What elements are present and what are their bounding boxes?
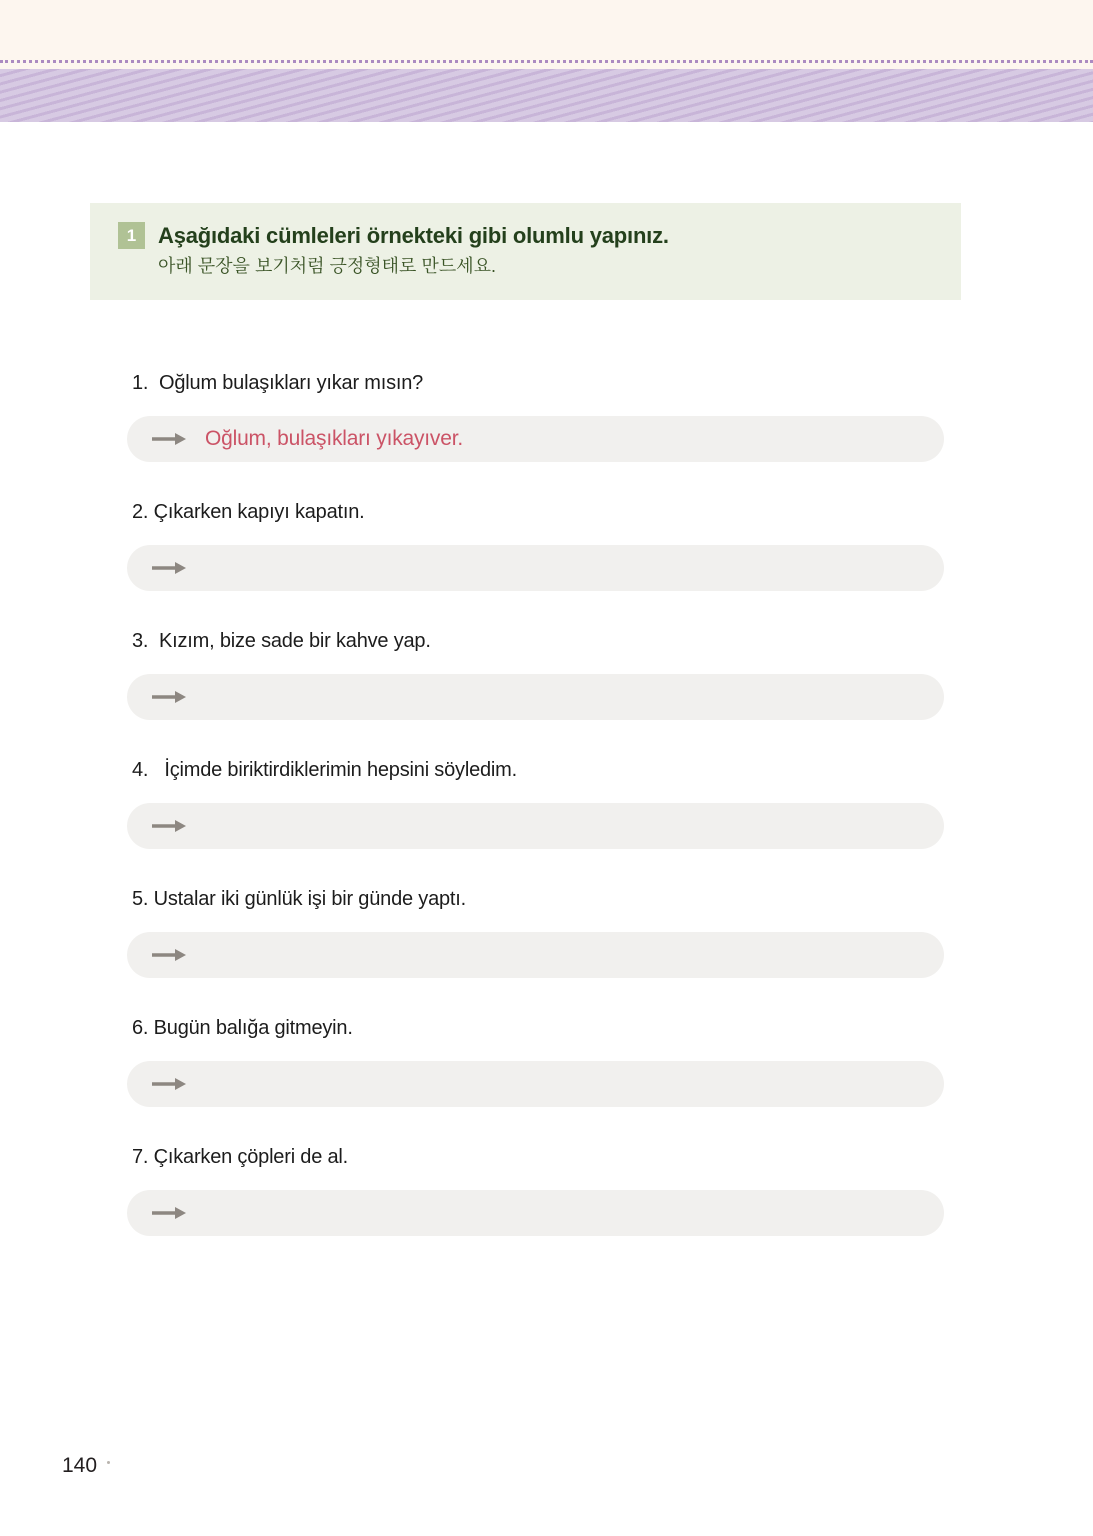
answer-box[interactable] (127, 416, 944, 462)
answer-box[interactable] (127, 674, 944, 720)
arrow-icon (151, 432, 187, 446)
exercise-question: 1. Oğlum bulaşıkları yıkar mısın? (132, 372, 424, 394)
answer-box[interactable] (127, 803, 944, 849)
exercise-question: 4. İçimde biriktirdiklerimin hepsini söyledim. (132, 759, 517, 781)
page-footer (62, 1454, 110, 1478)
exercise-item-4 (127, 758, 1093, 849)
instruction-text (158, 222, 669, 278)
answer-box[interactable] (127, 932, 944, 978)
answer-text: Oğlum, bulaşıkları yıkayıver. (205, 427, 463, 450)
arrow-icon (151, 1206, 187, 1220)
exercise-question: 6. Bugün balığa gitmeyin. (132, 1017, 353, 1039)
page-header (0, 0, 1093, 122)
exercise-question: 2. Çıkarken kapıyı kapatın. (132, 501, 365, 523)
header-cream-band (0, 0, 1093, 63)
answer-box[interactable] (127, 1061, 944, 1107)
exercise-item-6 (127, 1016, 1093, 1107)
exercise-item-7 (127, 1145, 1093, 1236)
instruction-box (90, 203, 961, 300)
exercise-item-2 (127, 500, 1093, 591)
exercise-question: 7. Çıkarken çöpleri de al. (132, 1146, 349, 1168)
instruction-title-turkish: Aşağıdaki cümleleri örnekteki gibi olumlu yapınız. (158, 223, 669, 248)
page-number-dot (107, 1461, 110, 1464)
exercise-list (0, 371, 1093, 1236)
arrow-icon (151, 690, 187, 704)
exercise-question: 3. Kızım, bize sade bir kahve yap. (132, 630, 431, 652)
answer-box[interactable] (127, 1190, 944, 1236)
exercise-question: 5. Ustalar iki günlük işi bir günde yaptı. (132, 888, 466, 910)
page-number: 140 (62, 1454, 98, 1477)
exercise-item-5 (127, 887, 1093, 978)
exercise-item-1 (127, 371, 1093, 462)
arrow-icon (151, 561, 187, 575)
exercise-number-badge: 1 (118, 222, 145, 249)
exercise-item-3 (127, 629, 1093, 720)
header-striped-banner (0, 69, 1093, 122)
answer-box[interactable] (127, 545, 944, 591)
instruction-subtitle-korean: 아래 문장을 보기처럼 긍정형태로 만드세요. (158, 256, 496, 276)
arrow-icon (151, 819, 187, 833)
arrow-icon (151, 1077, 187, 1091)
arrow-icon (151, 948, 187, 962)
